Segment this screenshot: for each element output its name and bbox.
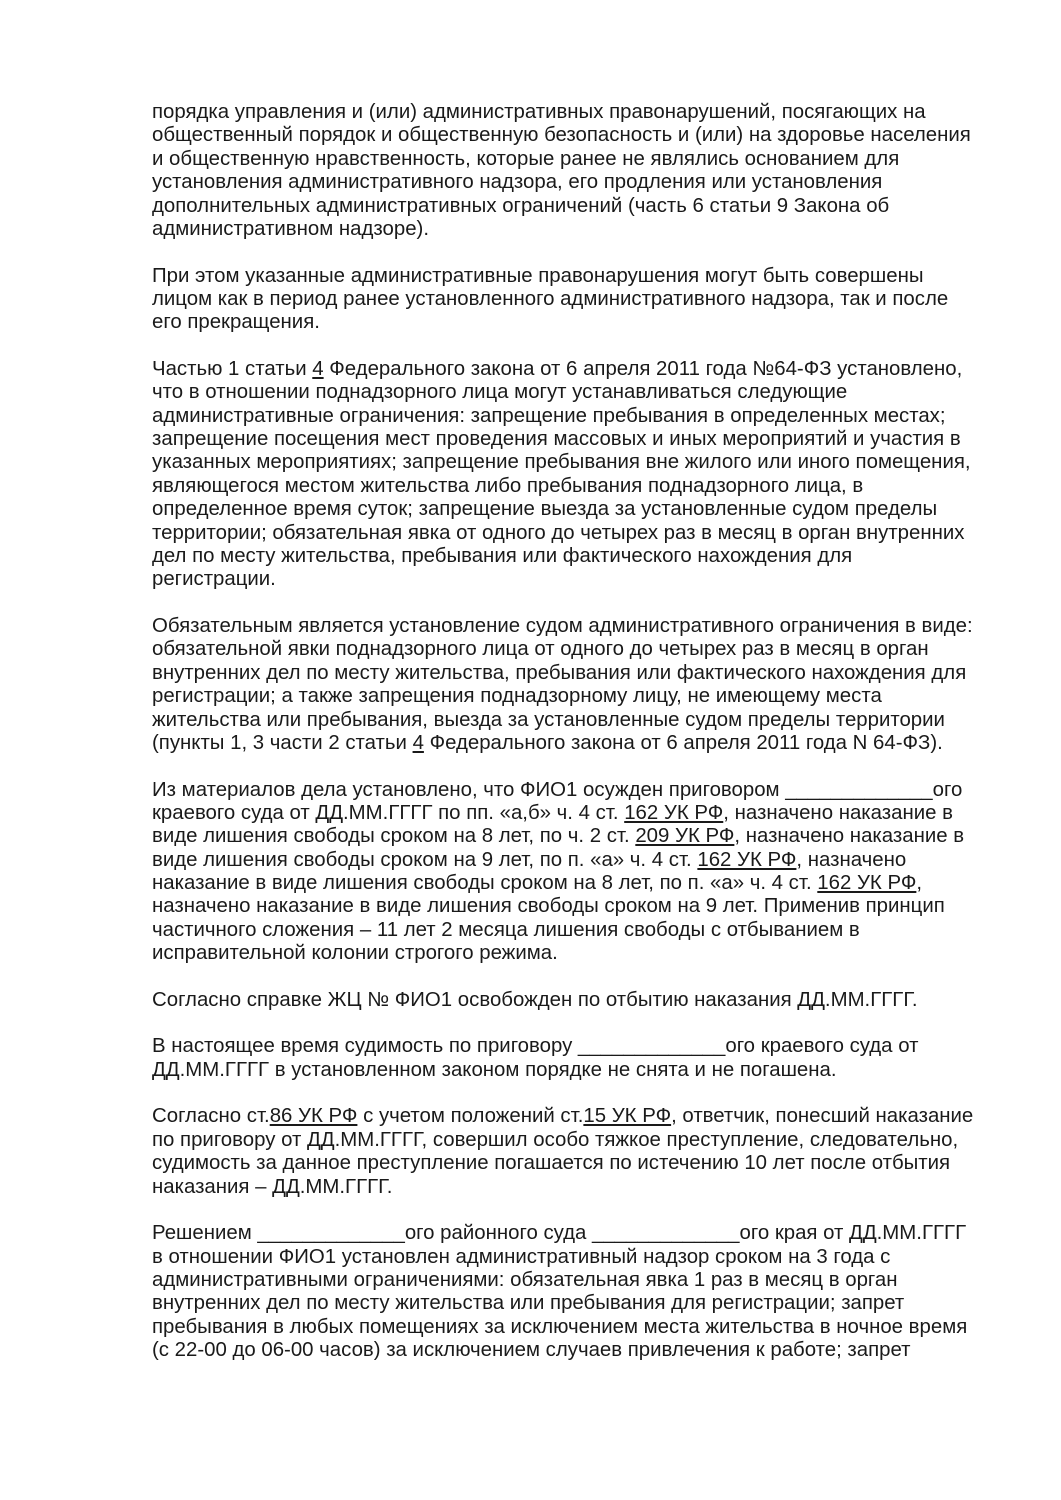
paragraph [152,779,1002,966]
text-segment: дел по месту жительства, пребывания или фактического нахождения для [152,545,853,568]
document-page [152,101,1002,1386]
text-segment: по приговору от ДД.ММ.ГГГГ, совершил особо тяжкое преступление, следовательно, [152,1128,959,1151]
text-line [152,825,1002,848]
text-line [152,615,1002,638]
text-segment: виде лишения свободы сроком на 9 лет, по п. «а» ч. 4 ст. [152,848,698,871]
text-line [152,358,1002,381]
text-line [152,779,1002,802]
text-line [152,732,1002,755]
text-line [152,1105,1002,1128]
text-segment: , [916,872,923,895]
text-line [152,381,1002,404]
text-segment: частичного сложения – 11 лет 2 месяца лишения свободы с отбыванием в [152,918,860,941]
text-segment: Согласно ст. [152,1105,270,1128]
text-line [152,265,1002,288]
text-segment: дополнительных административных ограничений (часть 6 статьи 9 Закона об [152,194,890,217]
text-segment: указанных мероприятиях; запрещение пребывания вне жилого или иного помещения, [152,451,971,474]
text-line [152,311,1002,334]
text-segment: Решением _____________ого районного суда _____________ого края от ДД.ММ.ГГГГ [152,1222,967,1245]
text-segment: , ответчик, понесший наказание [671,1105,974,1128]
text-segment: Федерального закона от 6 апреля 2011 года №64-ФЗ установлено, [323,357,963,380]
text-segment: наказание в виде лишения свободы сроком на 8 лет, по п. «а» ч. 4 ст. [152,872,818,895]
text-line [152,195,1002,218]
text-line [152,989,1002,1012]
text-line [152,522,1002,545]
text-line [152,802,1002,825]
text-line [152,662,1002,685]
text-line [152,919,1002,942]
law-reference-link[interactable]: 162 УК РФ [817,872,917,895]
text-segment: В настоящее время судимость по приговору _____________ого краевого суда от [152,1035,919,1058]
law-reference-link[interactable]: 209 УК РФ [635,825,735,848]
text-line [152,124,1002,147]
text-segment: обязательной явки поднадзорного лица от одного до четырех раз в месяц в орган [152,638,929,661]
text-segment: Частью 1 статьи [152,357,313,380]
text-segment: Из материалов дела установлено, что ФИО1 осужден приговором _____________ого [152,778,963,801]
text-segment: внутренних дел по месту жительства или пребывания для регистрации; запрет [152,1292,905,1315]
text-line [152,545,1002,568]
text-segment: территории; обязательная явка от одного до четырех раз в месяц в орган внутренних [152,521,965,544]
paragraph [152,615,1002,755]
text-segment: лицом как в период ранее установленного административного надзора, так и после [152,287,949,310]
text-line [152,1035,1002,1058]
text-line [152,101,1002,124]
paragraph [152,989,1002,1012]
text-line [152,685,1002,708]
text-segment: его прекращения. [152,311,320,334]
text-line [152,475,1002,498]
text-segment: исправительной колонии строгого режима. [152,942,558,965]
text-segment: При этом указанные административные правонарушения могут быть совершены [152,264,924,287]
text-segment: краевого суда от ДД.ММ.ГГГГ по пп. «а,б» ч. 4 ст. [152,801,625,824]
text-line [152,1292,1002,1315]
text-segment: Согласно справке ЖЦ № ФИО1 освобожден по отбытию наказания ДД.ММ.ГГГГ. [152,988,918,1011]
text-segment: порядка управления и (или) административных правонарушений, посягающих на [152,101,926,123]
text-line [152,498,1002,521]
text-segment: пребывания в любых помещениях за исключением места жительства в ночное время [152,1315,968,1338]
text-segment: наказания – ДД.ММ.ГГГГ. [152,1175,393,1198]
text-segment: административными ограничениями: обязательная явка 1 раз в месяц в орган [152,1268,898,1291]
text-line [152,849,1002,872]
text-line [152,1176,1002,1199]
text-segment: , назначено наказание в [723,801,953,824]
text-segment: , назначено [796,848,907,871]
text-segment: Обязательным является установление судом административного ограничения в виде: [152,614,973,637]
text-segment: , назначено наказание в [734,825,965,848]
text-line [152,405,1002,428]
text-line [152,872,1002,895]
text-segment: что в отношении поднадзорного лица могут устанавливаться следующие [152,381,848,404]
text-segment: ДД.ММ.ГГГГ в установленном законом порядке не снята и не погашена. [152,1058,837,1081]
text-line [152,1316,1002,1339]
law-reference-link[interactable]: 4 [312,357,324,380]
text-line [152,1059,1002,1082]
text-segment: назначено наказание в виде лишения свободы сроком на 9 лет. Применив принцип [152,895,945,918]
text-line [152,451,1002,474]
text-segment: и общественную нравственность, которые ранее не являлись основанием для [152,147,900,170]
text-segment: общественный порядок и общественную безопасность и (или) на здоровье населения [152,124,971,147]
text-segment: жительства или пребывания, выезда за установленные судом пределы территории [152,708,945,731]
paragraph [152,101,1002,241]
paragraph [152,1105,1002,1199]
text-segment: административные ограничения: запрещение пребывания в определенных местах; [152,404,946,427]
text-line [152,1222,1002,1245]
text-line [152,942,1002,965]
text-segment: (с 22-00 до 06-00 часов) за исключением случаев привлечения к работе; запрет [152,1339,911,1362]
text-line [152,1339,1002,1362]
text-line [152,638,1002,661]
law-reference-link[interactable]: 15 УК РФ [583,1105,672,1128]
law-reference-link[interactable]: 162 УК РФ [697,848,797,871]
text-line [152,171,1002,194]
text-line [152,895,1002,918]
text-segment: виде лишения свободы сроком на 8 лет, по ч. 2 ст. [152,825,636,848]
paragraph [152,358,1002,592]
text-segment: запрещение посещения мест проведения массовых и иных мероприятий и участия в [152,428,961,451]
text-segment: с учетом положений ст. [357,1105,584,1128]
text-segment: регистрации. [152,568,276,591]
text-segment: судимость за данное преступление погашается по истечению 10 лет после отбытия [152,1152,951,1175]
text-line [152,218,1002,241]
text-segment: установления административного надзора, его продления или установления [152,171,883,194]
text-segment: определенное время суток; запрещение выезда за установленные судом пределы [152,498,938,521]
text-line [152,288,1002,311]
paragraph [152,265,1002,335]
law-reference-link[interactable]: 86 УК РФ [269,1105,358,1128]
text-segment: регистрации; а также запрещения поднадзорному лицу, не имеющему места [152,685,882,708]
text-line [152,1129,1002,1152]
text-segment: (пункты 1, 3 части 2 статьи [152,731,413,754]
text-segment: административном надзоре). [152,217,430,240]
law-reference-link[interactable]: 162 УК РФ [624,801,724,824]
text-line [152,1152,1002,1175]
text-segment: в отношении ФИО1 установлен административный надзор сроком на 3 года с [152,1245,891,1268]
text-line [152,709,1002,732]
text-line [152,1269,1002,1292]
text-segment: являющегося местом жительства либо пребывания поднадзорного лица, в [152,474,864,497]
paragraph [152,1035,1002,1082]
text-line [152,568,1002,591]
text-line [152,1246,1002,1269]
text-segment: внутренних дел по месту жительства, пребывания или фактического нахождения для [152,661,967,684]
text-segment: Федерального закона от 6 апреля 2011 года N 64-ФЗ). [423,731,943,754]
text-line [152,428,1002,451]
law-reference-link[interactable]: 4 [412,731,424,754]
paragraph [152,1222,1002,1362]
text-line [152,148,1002,171]
